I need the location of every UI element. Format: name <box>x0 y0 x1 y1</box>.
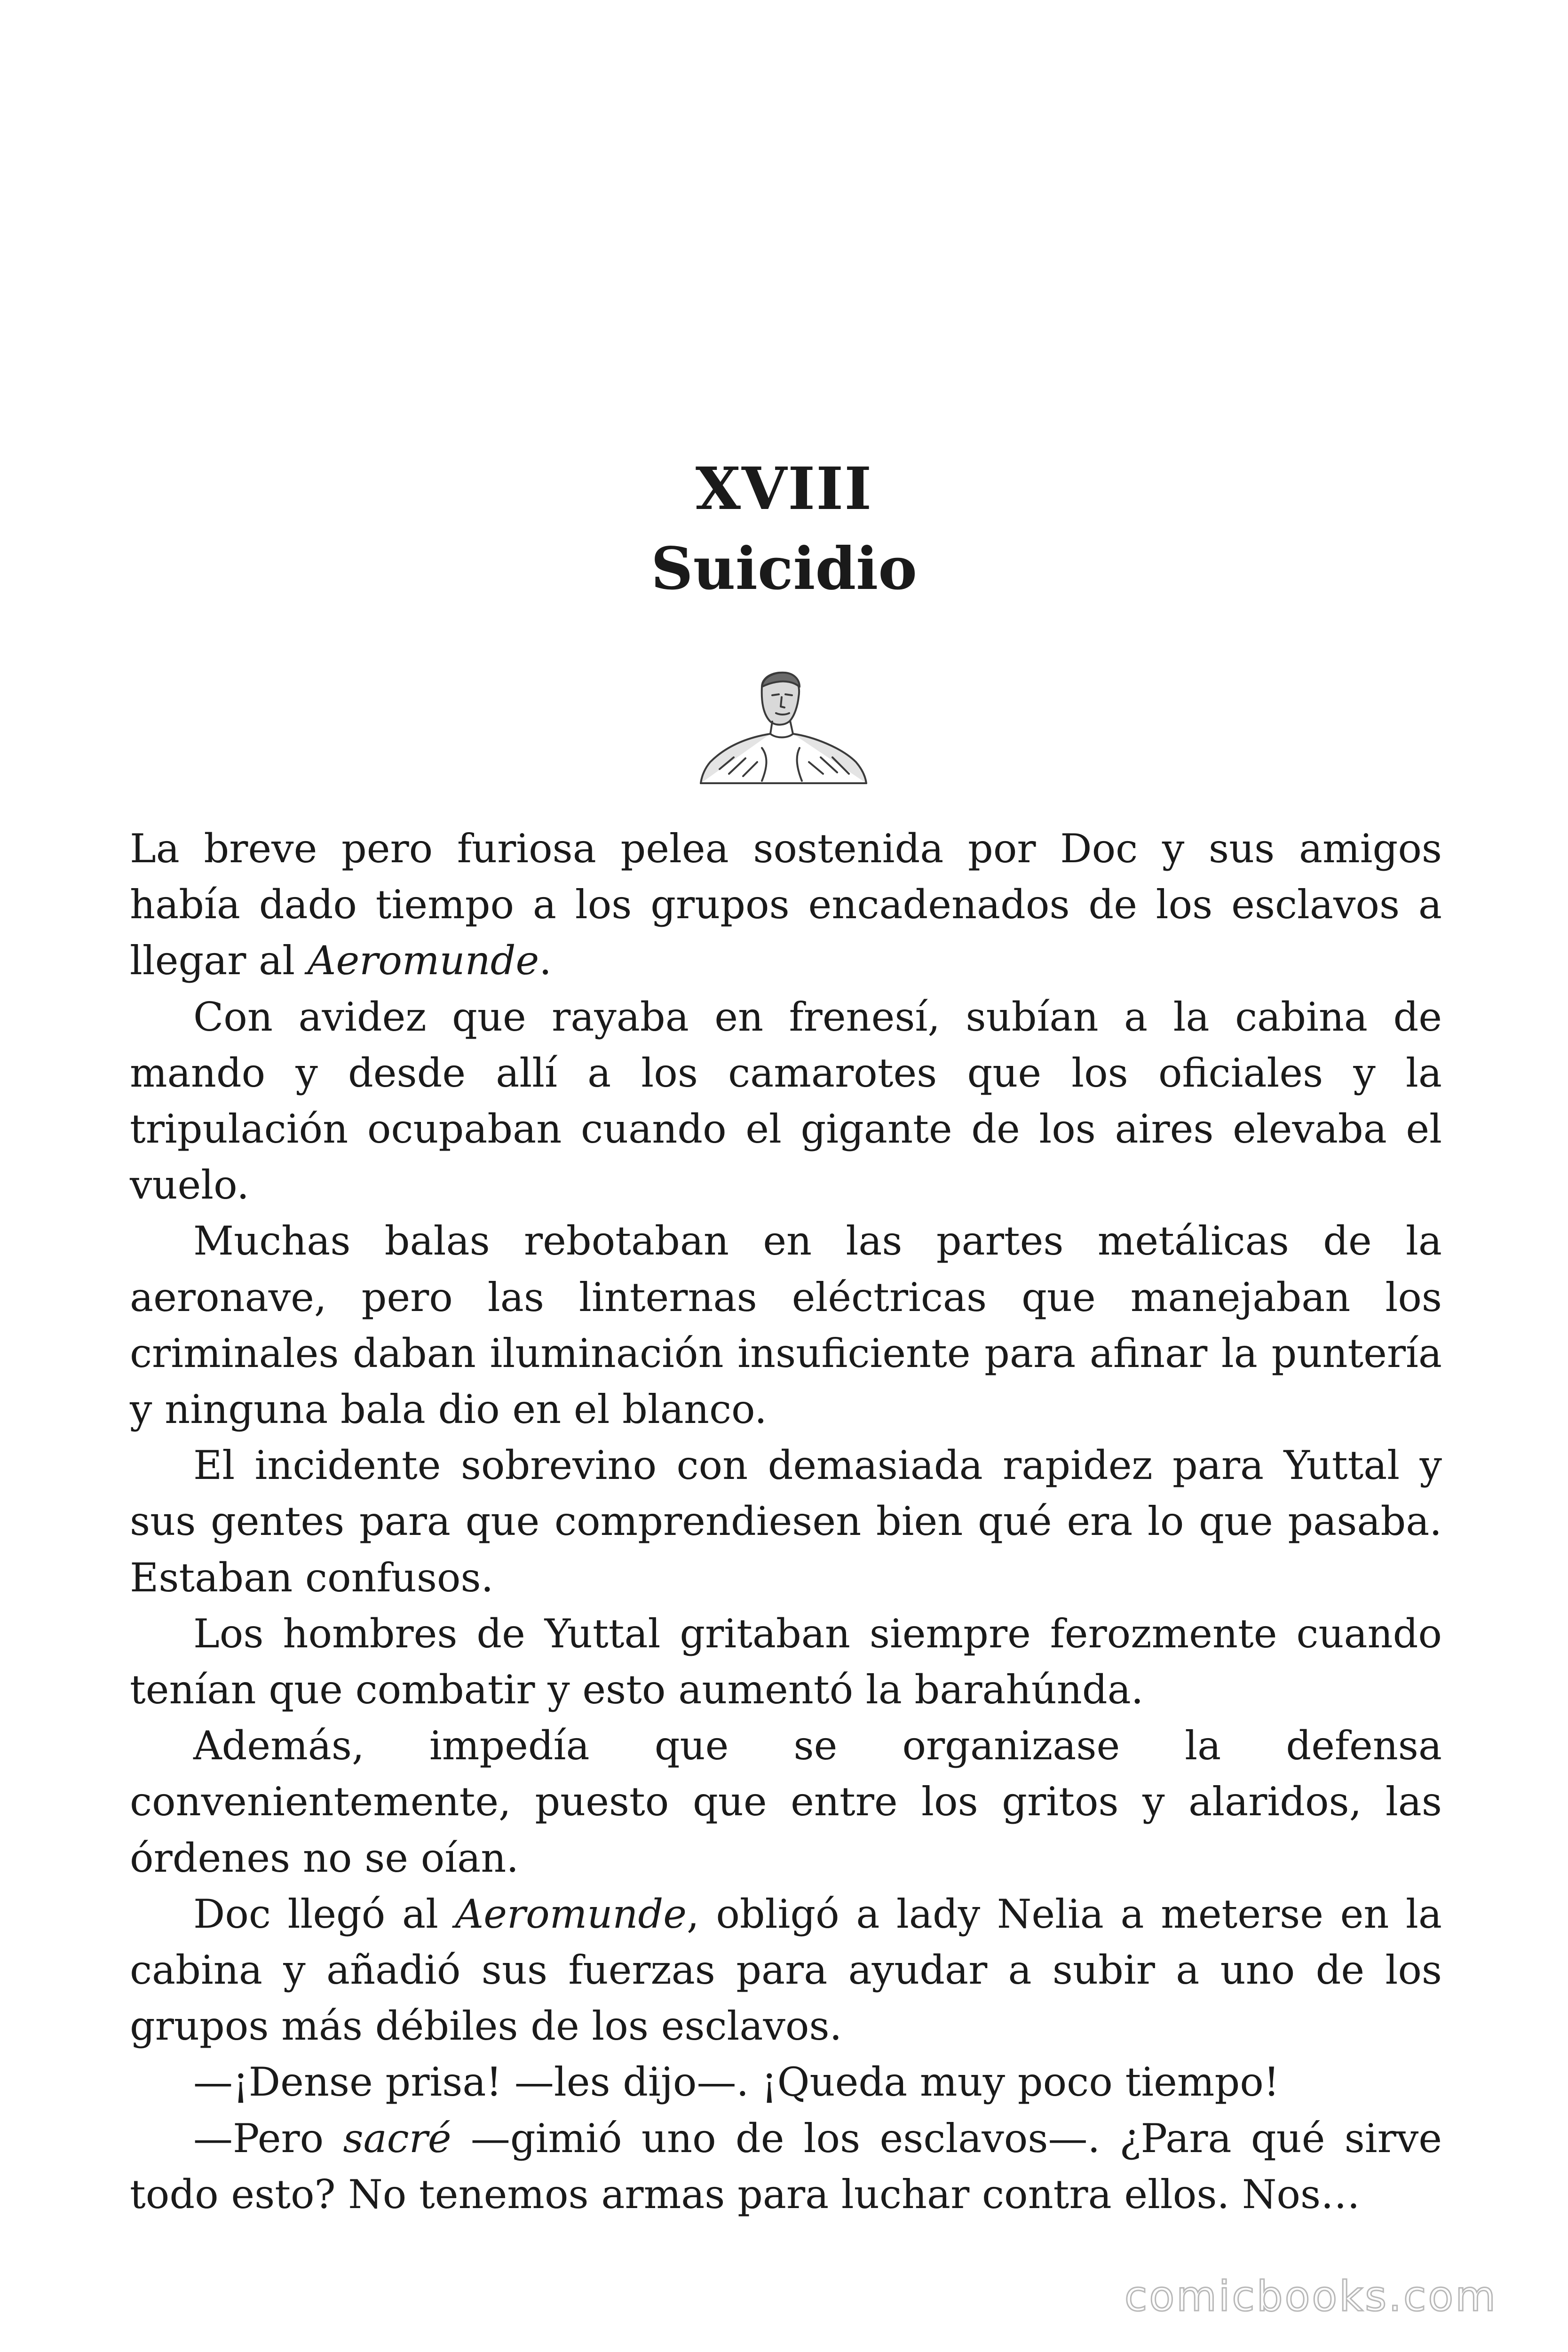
paragraph-3: Muchas balas rebotaban en las partes metálicas de la aeronave, pero las linternas eléctricas que manejaban los criminales daban iluminación insuficiente para afinar la puntería y ninguna bala dio en el blanco. <box>130 1218 1442 1433</box>
doc-savage-bust-icon <box>691 668 875 786</box>
chapter-number: XVIII <box>695 455 873 523</box>
paragraph-5: Los hombres de Yuttal gritaban siempre ferozmente cuando tenían que combatir y esto aumentó la barahúnda. <box>130 1610 1442 1713</box>
paragraph-2: Con avidez que rayaba en frenesí, subían a la cabina de mando y desde allí a los camarotes que los oficiales y la tripulación ocupaban cuando el gigante de los aires elevaba el vuelo. <box>130 993 1442 1208</box>
paragraph-text: —gimió uno de los esclavos—. ¿Para qué sirve todo esto? No tenemos armas para luchar contra ellos. Nos… <box>130 2115 1442 2217</box>
paragraph-6: Además, impedía que se organizase la defensa convenientemente, puesto que entre los gritos y alaridos, las órdenes no se oían. <box>130 1723 1442 1881</box>
chapter-body <box>130 821 1442 2223</box>
paragraph-text: . <box>539 938 552 984</box>
paragraph-text: La breve pero furiosa pelea sostenida por Doc y sus amigos había dado tiempo a los grupos encadenados de los esclavos a llegar al <box>130 826 1442 984</box>
ship-name: Aeromunde <box>455 1891 687 1937</box>
paragraph-text: Doc llegó al <box>193 1891 455 1937</box>
paragraph-8: —¡Dense prisa! —les dijo—. ¡Queda muy poco tiempo! <box>193 2059 1280 2106</box>
paragraph-7 <box>130 1886 1442 2055</box>
foreign-word: sacré <box>343 2115 451 2161</box>
paragraph-text: —Pero <box>193 2115 343 2161</box>
paragraph-text: , obligó a lady Nelia a meterse en la cabina y añadió sus fuerzas para ayudar a subir a uno de los grupos más débiles de los esclavos. <box>130 1891 1442 2050</box>
paragraph-4: El incidente sobrevino con demasiada rapidez para Yuttal y sus gentes para que comprendiesen bien qué era lo que pasaba. Estaban confusos. <box>130 1442 1442 1601</box>
watermark: comicbooks.com <box>1124 2272 1497 2320</box>
paragraph-9 <box>130 2111 1442 2223</box>
paragraph-1 <box>130 821 1442 989</box>
ship-name: Aeromunde <box>307 938 539 984</box>
chapter-title: Suicidio <box>651 535 917 603</box>
